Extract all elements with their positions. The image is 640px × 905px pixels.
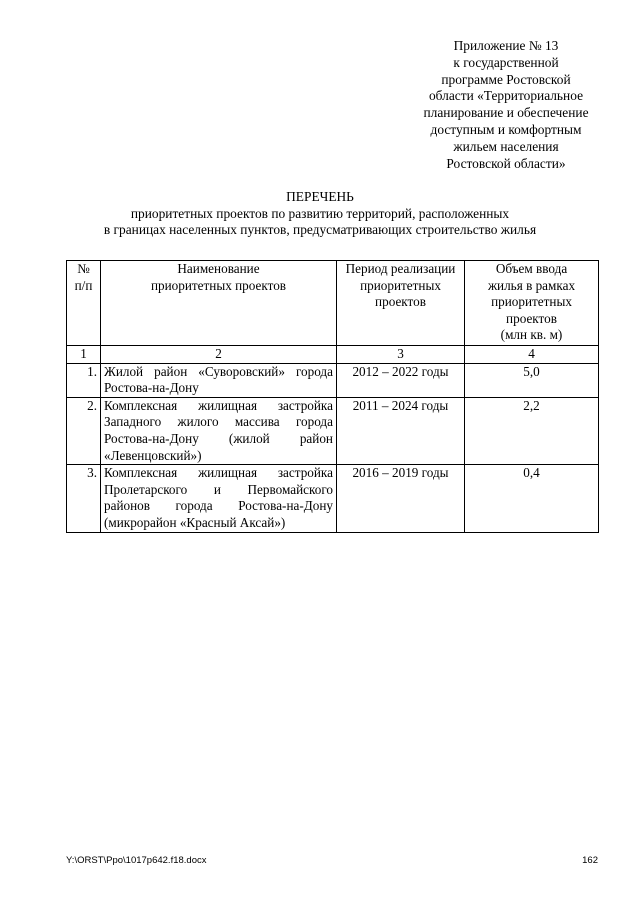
header-num-line: № (77, 261, 90, 276)
header-name (101, 261, 337, 346)
appendix-line: Ростовской области» (446, 155, 566, 171)
header-volume-line: Объем ввода (495, 261, 568, 276)
project-period: 2016 – 2019 годы (337, 465, 465, 532)
appendix-line: области «Территориальное (428, 88, 584, 104)
header-name-line: Наименование (177, 261, 260, 276)
header-period-line: Период реализации (345, 261, 456, 276)
header-volume-line: жилья в рамках (487, 277, 576, 293)
column-index: 3 (337, 346, 465, 364)
row-number: 2. (67, 397, 101, 464)
project-name: Комплексная жилищная застройка Пролетарского и Первомайского районов города Ростова-на-Дону (микрорайон «Красный Аксай») (101, 465, 337, 532)
header-volume-line: (млн кв. м) (500, 327, 563, 343)
column-index: 1 (67, 346, 101, 364)
header-period (337, 261, 465, 346)
appendix-note (395, 38, 617, 172)
appendix-line: доступным и комфортным (430, 121, 582, 137)
footer-page-number: 162 (582, 855, 598, 866)
appendix-line: программе Ростовской (441, 71, 571, 87)
appendix-line: жильем населения (453, 138, 559, 154)
project-volume: 2,2 (465, 397, 599, 464)
header-name-line: приоритетных проектов (150, 277, 287, 293)
table-row (67, 397, 599, 464)
column-index: 4 (465, 346, 599, 364)
document-title (0, 189, 640, 239)
table-row (67, 363, 599, 397)
header-num-line: п/п (74, 277, 93, 293)
title-line-2: в границах населенных пунктов, предусматривающих строительство жилья (103, 222, 537, 238)
project-period: 2012 – 2022 годы (337, 363, 465, 397)
appendix-line: Приложение № 13 (453, 38, 559, 53)
header-period-line: приоритетных (360, 277, 441, 293)
row-number: 3. (67, 465, 101, 532)
project-name: Комплексная жилищная застройка Западного жилого массива города Ростова-на-Дону (жилой район «Левенцовский») (101, 397, 337, 464)
column-index: 2 (101, 346, 337, 364)
title-line-1: приоритетных проектов по развитию территорий, расположенных (130, 205, 510, 221)
table-row (67, 465, 599, 532)
header-volume-line: проектов (506, 310, 557, 326)
project-period: 2011 – 2024 годы (337, 397, 465, 464)
footer-file-path: Y:\ORST\Ppo\1017p642.f18.docx (66, 855, 207, 866)
project-name: Жилой район «Суворовский» города Ростова-на-Дону (101, 363, 337, 397)
table-header-row (67, 261, 599, 346)
header-num (67, 261, 101, 346)
projects-table (66, 260, 599, 533)
column-index-row (67, 346, 599, 364)
row-number: 1. (67, 363, 101, 397)
appendix-line: к государственной (453, 54, 559, 70)
appendix-line: планирование и обеспечение (423, 105, 589, 121)
header-volume (465, 261, 599, 346)
project-volume: 5,0 (465, 363, 599, 397)
header-period-line: проектов (375, 294, 426, 310)
title-heading: ПЕРЕЧЕНЬ (286, 189, 354, 204)
project-volume: 0,4 (465, 465, 599, 532)
header-volume-line: приоритетных (491, 294, 572, 310)
